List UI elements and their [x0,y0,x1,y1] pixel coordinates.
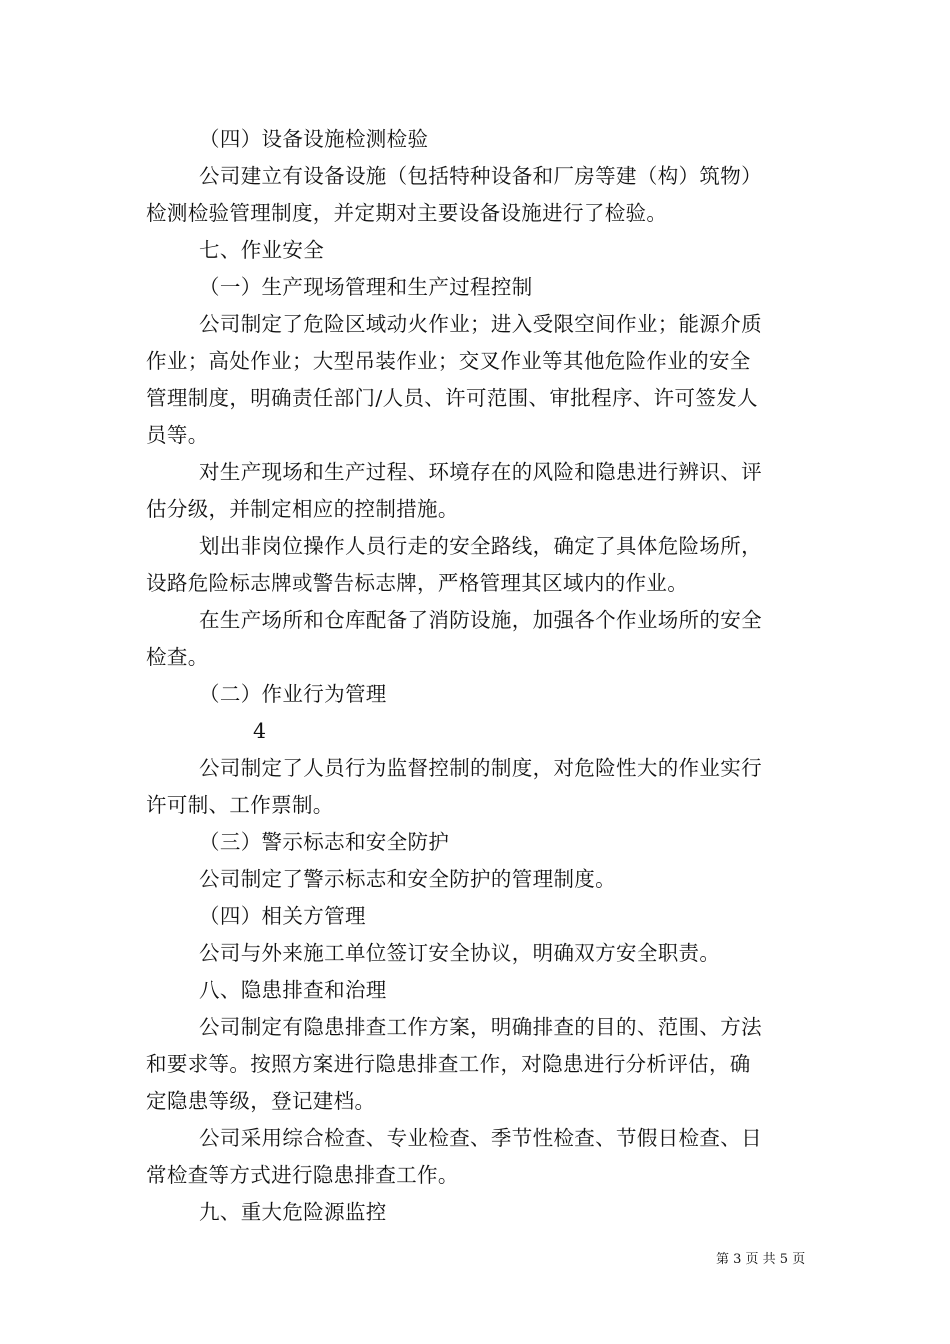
page-footer: 第 3 页 共 5 页 [716,1252,806,1267]
paragraph-line: 公司制定了危险区域动火作业；进入受限空间作业；能源介质 [199,312,762,336]
paragraph-line: 公司建立有设备设施（包括特种设备和厂房等建（构）筑物） [199,164,762,188]
paragraph-line: 设路危险标志牌或警告标志牌，严格管理其区域内的作业。 [146,571,689,595]
paragraph-line: 定隐患等级，登记建档。 [146,1089,376,1113]
chapter-heading-8: 八、隐患排查和治理 [199,978,387,1002]
paragraph-line: 在生产场所和仓库配备了消防设施，加强各个作业场所的安全 [199,608,762,632]
chapter-heading-9: 九、重大危险源监控 [199,1200,387,1224]
paragraph-line: 公司制定有隐患排查工作方案，明确排查的目的、范围、方法 [199,1015,762,1039]
paragraph-line: 员等。 [146,423,209,447]
paragraph-line: 公司制定了人员行为监督控制的制度，对危险性大的作业实行 [199,756,762,780]
paragraph-line: 公司制定了警示标志和安全防护的管理制度。 [199,867,616,891]
paragraph-line: 检查。 [146,645,209,669]
paragraph-line: 公司与外来施工单位签订安全协议，明确双方安全职责。 [199,941,721,965]
stray-page-number: 4 [253,719,267,743]
section-heading-1: （一）生产现场管理和生产过程控制 [199,275,533,299]
paragraph-line: 作业；高处作业；大型吊装作业；交叉作业等其他危险作业的安全 [146,349,751,373]
section-heading-4: （四）设备设施检测检验 [199,127,429,151]
paragraph-line: 对生产现场和生产过程、环境存在的风险和隐患进行辨识、评 [199,460,762,484]
paragraph-line: 估分级，并制定相应的控制措施。 [146,497,459,521]
paragraph-line: 划出非岗位操作人员行走的安全路线，确定了具体危险场所， [199,534,762,558]
section-heading-3: （三）警示标志和安全防护 [199,830,450,854]
paragraph-line: 检测检验管理制度，并定期对主要设备设施进行了检验。 [146,201,668,225]
paragraph-line: 许可制、工作票制。 [146,793,334,817]
paragraph-line: 常检查等方式进行隐患排查工作。 [146,1163,459,1187]
paragraph-line: 和要求等。按照方案进行隐患排查工作，对隐患进行分析评估，确 [146,1052,751,1076]
paragraph-line: 公司采用综合检查、专业检查、季节性检查、节假日检查、日 [199,1126,762,1150]
section-heading-4b: （四）相关方管理 [199,904,366,928]
chapter-heading-7: 七、作业安全 [199,238,325,262]
paragraph-line: 管理制度，明确责任部门/人员、许可范围、审批程序、许可签发人 [146,386,758,410]
section-heading-2: （二）作业行为管理 [199,682,387,706]
